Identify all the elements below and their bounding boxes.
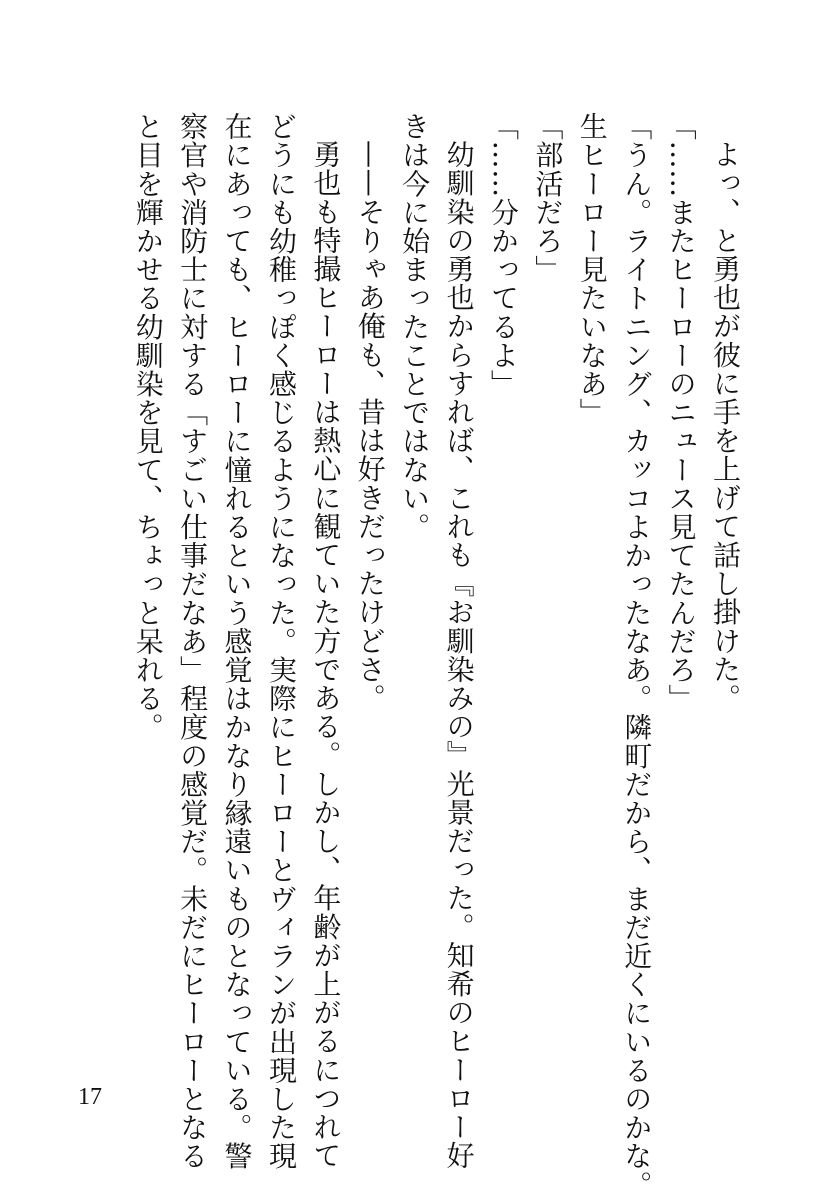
text-line-1: よっ、と勇也が彼に手を上げて話し掛けた。 [709,140,742,712]
text-line-11: どうにも幼稚っぽく感じるようになった。実際にヒーローとヴィランが出現した現 [264,112,298,1171]
text-line-8: きは今に始まったことではない。 [398,112,432,541]
text-line-2: 「……またヒーローのニュース見てたんだろ」 [664,112,698,713]
text-line-9: ——そりゃあ俺も、昔は好きだったけどさ。 [353,140,387,712]
text-line-13: 察官や消防士に対する「すごい仕事だなあ」程度の感覚だ。未だにヒーローとなる [176,112,210,1171]
text-line-12: 在にあっても、ヒーローに憧れるという感覚はかなり縁遠いものとなっている。警 [220,112,254,1171]
text-line-3: 「うん。ライトニング、カッコよかったなあ。隣町だから、まだ近くにいるのかな。 [620,112,654,1199]
text-line-7: 幼馴染の勇也からすれば、これも『お馴染みの』光景だった。知希のヒーロー好 [442,140,476,1170]
text-line-6: 「……分かってるよ」 [486,112,520,398]
text-line-14: と目を輝かせる幼馴染を見て、ちょっと呆れる。 [131,112,165,742]
text-line-5: 「部活だろ」 [531,112,565,284]
text-line-10: 勇也も特撮ヒーローは熱心に観ていた方である。しかし、年齢が上がるにつれて [309,140,343,1170]
page-number: 17 [78,1084,102,1110]
vertical-text-body [125,112,747,1199]
text-line-4: 生ヒーロー見たいなあ」 [575,112,609,427]
